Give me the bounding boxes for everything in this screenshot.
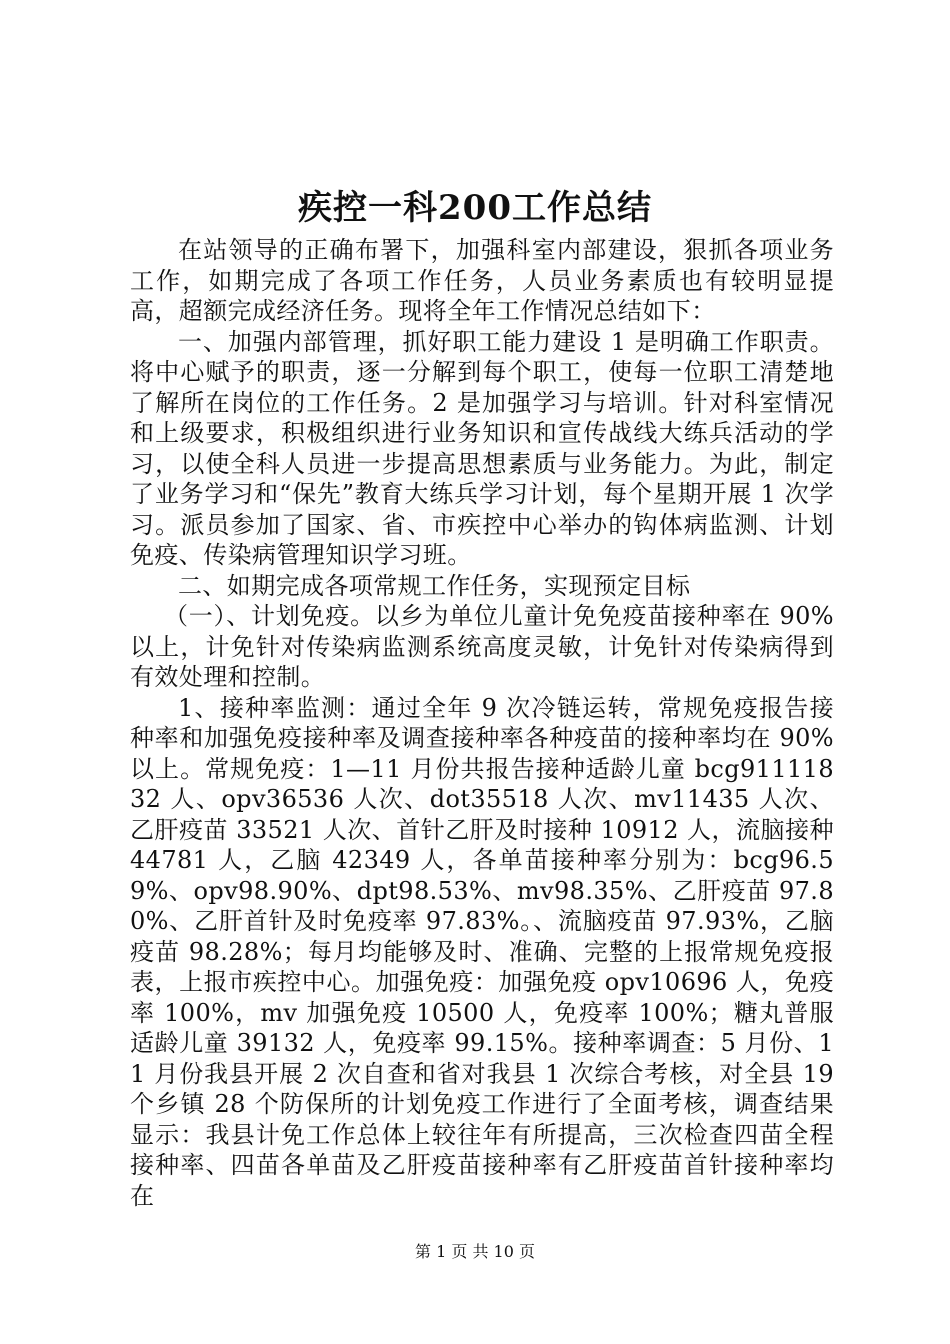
page-footer: 第 1 页 共 10 页: [415, 1242, 535, 1261]
subsection-immunization-paragraph: （一）、计划免疫。以乡为单位儿童计免免疫苗接种率在 90%以上，计免针对传染病监测系统高度灵敏，计免针对传染病得到有效处理和控制。: [130, 602, 834, 691]
coverage-monitoring-paragraph: 1、接种率监测：通过全年 9 次冷链运转，常规免疫报告接种率和加强免疫接种率及调查接种率各种疫苗的接种率均在 90%以上。常规免疫：1—11 月份共报告接种适龄儿童 bcg91111832 人、opv36536 人次、dot35518 人次、mv11435 人次、乙肝疫苗 33521 人次、首针乙肝及时接种 10912 人，流脑接种 44781 人，乙脑 42349 人，各单苗接种率分别为：bcg96.59%、opv98.90%、dpt98.53%、mv98.35%、乙肝疫苗 97.80%、乙肝首针及时免疫率 97.83%。、流脑疫苗 97.93%，乙脑疫苗 98.28%；每月均能够及时、准确、完整的上报常规免疫报表，上报市疾控中心。加强免疫：加强免疫 opv10696 人，免疫率 100%，mv 加强免疫 10500 人，免疫率 100%；糖丸普服适龄儿童 39132 人，免疫率 99.15%。接种率调查：5 月份、11 月份我县开展 2 次自查和省对我县 1 次综合考核，对全县 19 个乡镇 28 个防保所的计划免疫工作进行了全面考核，调查结果显示：我县计免工作总体上较往年有所提高，三次检查四苗全程接种率、四苗各单苗及乙肝疫苗接种率有乙肝疫苗首针接种率均在: [130, 693, 834, 1210]
document-body: [130, 235, 834, 1211]
document-title: 疾控一科200工作总结: [298, 188, 652, 228]
intro-paragraph: 在站领导的正确布署下，加强科室内部建设，狠抓各项业务工作，如期完成了各项工作任务，人员业务素质也有较明显提高，超额完成经济任务。现将全年工作情况总结如下：: [130, 236, 834, 325]
section-1-paragraph: 一、加强内部管理，抓好职工能力建设 1 是明确工作职责。将中心赋予的职责，逐一分解到每个职工，使每一位职工清楚地了解所在岗位的工作任务。2 是加强学习与培训。针对科室情况和上级要求，积极组织进行业务知识和宣传战线大练兵活动的学习，以使全科人员进一步提高思想素质与业务能力。为此，制定了业务学习和“保先”教育大练兵学习计划，每个星期开展 1 次学习。派员参加了国家、省、市疾控中心举办的钩体病监测、计划免疫、传染病管理知识学习班。: [130, 327, 834, 569]
section-2-heading: 二、如期完成各项常规工作任务，实现预定目标: [178, 571, 691, 600]
